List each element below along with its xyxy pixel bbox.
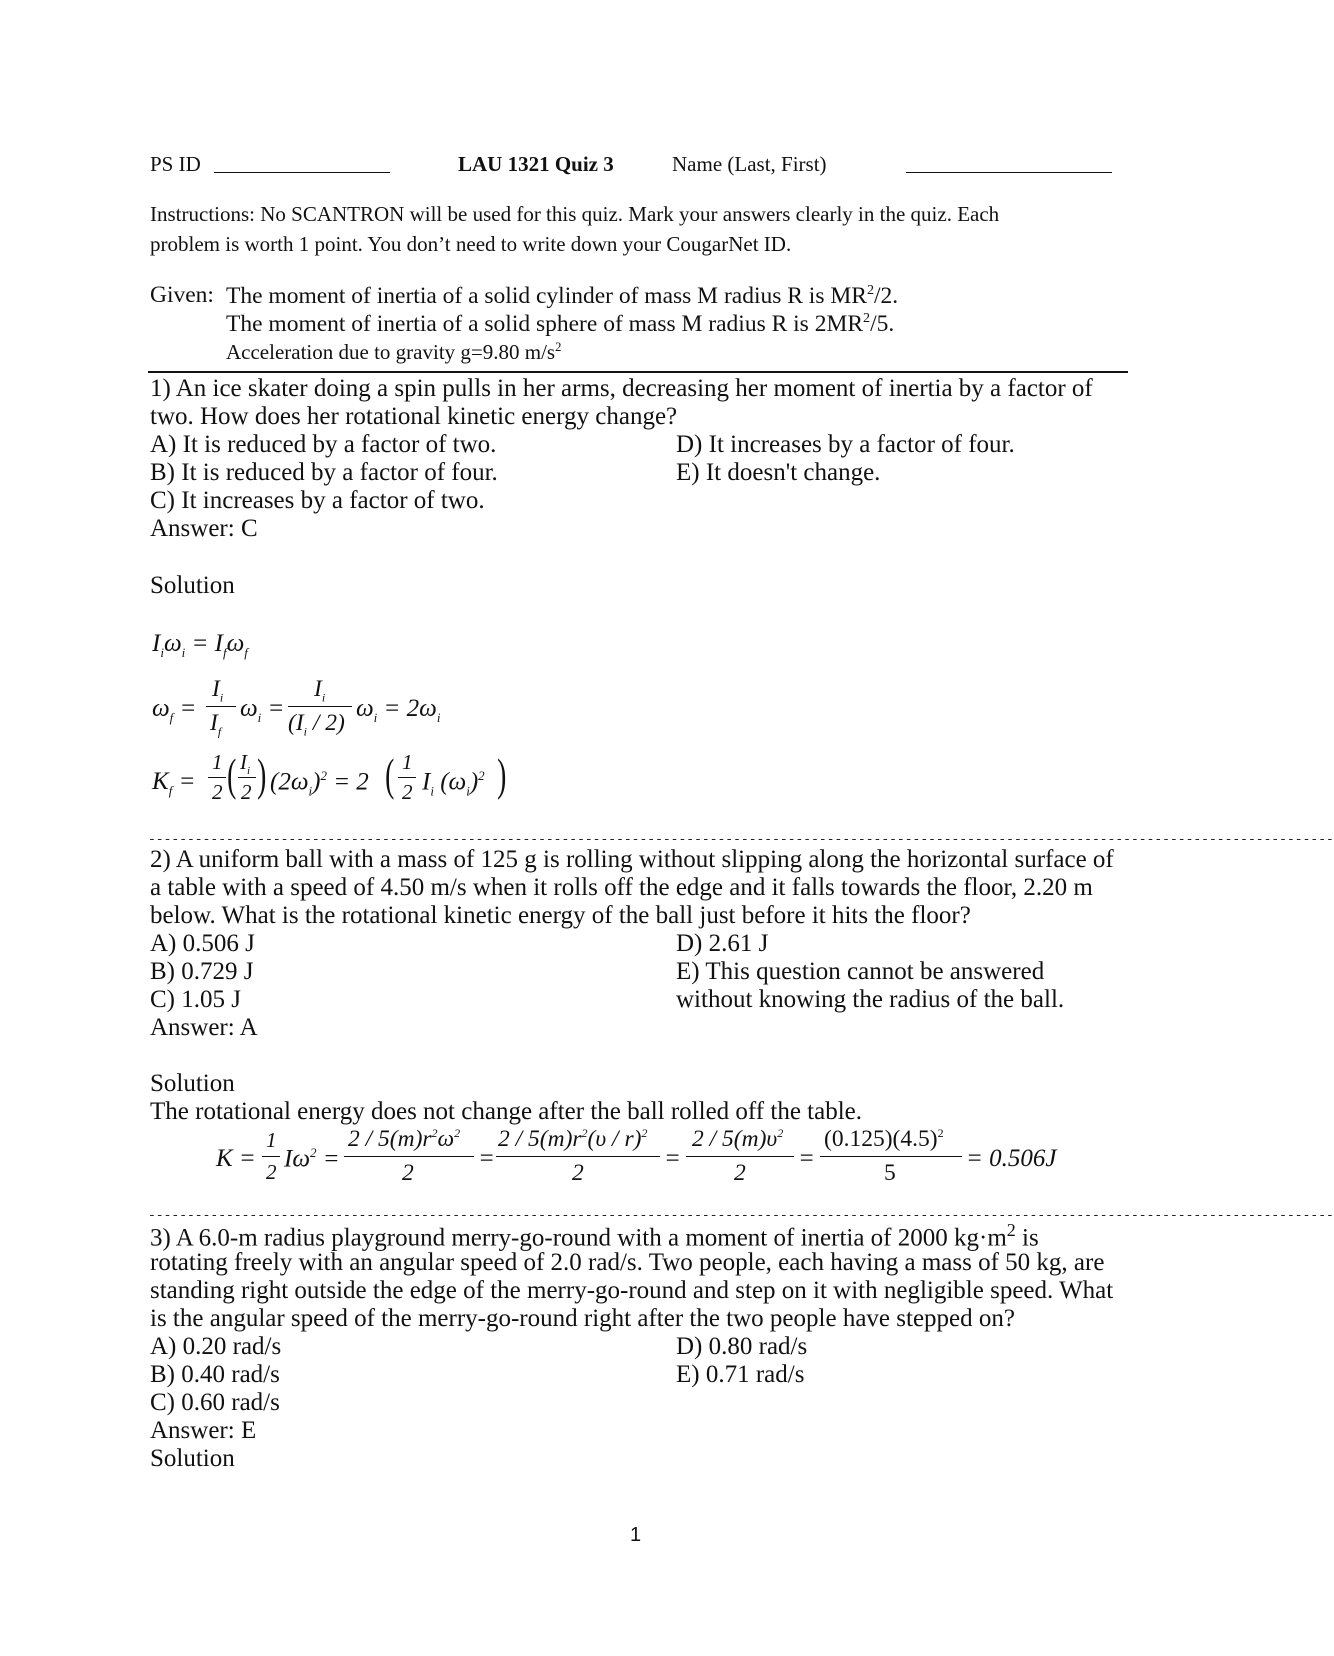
dashed-divider: -------------------------------------------------------------------------------------------------------------------------------------------------------- xyxy=(148,832,1334,847)
instructions-line-2: problem is worth 1 point. You don’t need to write down your CougarNet ID. xyxy=(150,232,792,256)
q2-result: = 0.506J xyxy=(966,1145,1057,1172)
ps-id-label: PS ID xyxy=(150,152,201,176)
q3-option-d[interactable]: D) 0.80 rad/s xyxy=(676,1333,808,1360)
q1-option-b[interactable]: B) It is reduced by a factor of four. xyxy=(150,459,498,486)
given-gravity: Acceleration due to gravity g=9.80 $m/s^2$ xyxy=(226,340,562,364)
given-label: Given: xyxy=(150,282,214,308)
q2-option-a[interactable]: A) 0.506 J xyxy=(150,930,255,957)
q1-option-e[interactable]: E) It doesn't change. xyxy=(676,459,881,486)
q2-option-e-continued: without knowing the radius of the ball. xyxy=(676,986,1065,1013)
q3-option-e[interactable]: E) 0.71 rad/s xyxy=(676,1361,805,1388)
q1-option-d[interactable]: D) It increases by a factor of four. xyxy=(676,431,1015,458)
q2-solution-text: The rotational energy does not change after the ball rolled off the table. xyxy=(150,1098,862,1125)
course-title: LAU 1321 Quiz 3 xyxy=(458,152,614,176)
given-sphere: The moment of inertia of a solid sphere of mass M radius R is $2MR^2/5$. xyxy=(226,310,895,337)
q3-answer: Answer: E xyxy=(150,1417,257,1444)
q3-solution-label: Solution xyxy=(150,1445,235,1472)
q1-text-line-2: two. How does her rotational kinetic energy change? xyxy=(150,403,678,430)
given-cylinder: The moment of inertia of a solid cylinder of mass M radius R is $MR^2/2$. xyxy=(226,282,899,309)
q3-text-line-4: is the angular speed of the merry-go-round right after the two people have stepped on? xyxy=(150,1305,1015,1332)
page-number: 1 xyxy=(630,1524,642,1546)
q3-text-line-2: rotating freely with an angular speed of 2.0 rad/s. Two people, each having a mass of 50 kg, are xyxy=(150,1249,1105,1276)
q2-text-line-3: below. What is the rotational kinetic energy of the ball just before it hits the floor? xyxy=(150,902,971,929)
equation-omega-f-lhs: $\omega_f$ = xyxy=(152,695,197,725)
q2-answer: Answer: A xyxy=(150,1014,258,1041)
q2-option-d[interactable]: D) 2.61 J xyxy=(676,930,769,957)
instructions-line-1: Instructions: No SCANTRON will be used for this quiz. Mark your answers clearly in the quiz. Each xyxy=(150,202,1000,226)
dashed-divider: -------------------------------------------------------------------------------------------------------------------------------------------------------- xyxy=(148,1208,1334,1223)
q3-option-b[interactable]: B) 0.40 rad/s xyxy=(150,1361,280,1388)
q3-text-line-1: 3) A 6.0-m radius playground merry-go-round with a moment of inertia of 2000 $kg\cdot m^2$ is xyxy=(150,1220,1039,1252)
q2-option-e[interactable]: E) This question cannot be answered xyxy=(676,958,1045,985)
name-label: Name (Last, First) xyxy=(672,152,827,176)
q1-solution-label: Solution xyxy=(150,572,235,599)
q3-option-c[interactable]: C) 0.60 rad/s xyxy=(150,1389,280,1416)
equation-kf: $K_f$ = xyxy=(152,768,196,798)
q3-text-line-3: standing right outside the edge of the merry-go-round and step on it with negligible speed. What xyxy=(150,1277,1114,1304)
q1-option-a[interactable]: A) It is reduced by a factor of two. xyxy=(150,431,497,458)
name-blank[interactable] xyxy=(906,154,1112,178)
q1-option-c[interactable]: C) It increases by a factor of two. xyxy=(150,487,485,514)
q2-option-b[interactable]: B) 0.729 J xyxy=(150,958,254,985)
equation-angular-momentum: $I_i\omega_i = I_f\omega_f$ xyxy=(152,630,248,660)
q2-text-line-2: a table with a speed of 4.50 m/s when it rolls off the edge and it falls towards the floor, 2.20 m xyxy=(150,874,1093,901)
q2-option-c[interactable]: C) 1.05 J xyxy=(150,986,241,1013)
q2-solution-label: Solution xyxy=(150,1070,235,1097)
q1-text-line-1: 1) An ice skater doing a spin pulls in her arms, decreasing her moment of inertia by a factor of xyxy=(150,375,1093,402)
q2-text-line-1: 2) A uniform ball with a mass of 125 g is rolling without slipping along the horizontal surface of xyxy=(150,846,1114,873)
ps-id-blank[interactable] xyxy=(214,154,390,178)
q1-answer: Answer: C xyxy=(150,515,258,542)
section-divider xyxy=(148,371,1128,373)
q3-option-a[interactable]: A) 0.20 rad/s xyxy=(150,1333,282,1360)
